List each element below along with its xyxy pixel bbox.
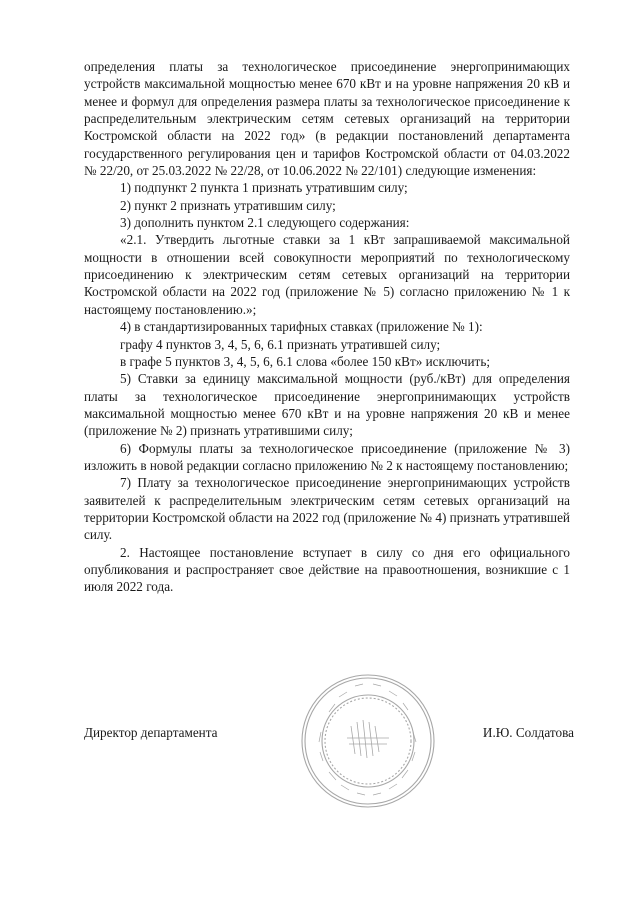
item-3: 3) дополнить пунктом 2.1 следующего содержания: bbox=[120, 215, 410, 231]
item-2: 2) пункт 2 признать утратившим силу; bbox=[120, 197, 336, 213]
item-4-graph-5: в графе 5 пунктов 3, 4, 5, 6, 6.1 слова «более 150 кВт» исключить; bbox=[120, 353, 490, 369]
item-6: 6) Формулы платы за технологическое присоединение (приложение № 3) изложить в новой редакции согласно приложению № 2 к настоящему постановлению; bbox=[84, 440, 570, 473]
item-7: 7) Плату за технологическое присоединение энергопринимающих устройств заявителей к распределительным электрическим сетям сетевых организаций на территории Костромской области на 2022 год (приложение № 4) признать утратившей силу. bbox=[84, 475, 570, 543]
item-4-graph-4: графу 4 пунктов 3, 4, 5, 6, 6.1 признать утратившей силу; bbox=[120, 336, 441, 352]
item-3-quote: «2.1. Утвердить льготные ставки за 1 кВт запрашиваемой максимальной мощности в отношении всей совокупности мероприятий по технологическому присоединению к электрическим сетям сетевых организаций на территории Костромской области на 2022 год (приложение № 5) согласно приложению № 1 к настоящему постановлению.»; bbox=[84, 232, 570, 317]
signature-row bbox=[84, 724, 574, 744]
final-paragraph: 2. Настоящее постановление вступает в силу со дня его официального опубликования и распространяет свое действие на правоотношения, возникшие с 1 июля 2022 года. bbox=[84, 544, 570, 595]
signatory-name: И.Ю. Солдатова bbox=[482, 725, 574, 740]
item-5: 5) Ставки за единицу максимальной мощности (руб./кВт) для определения платы за технологическое присоединение энергопринимающих устройств максимальной мощностью менее 670 кВт и на уровне напряжения 20 кВ и менее (приложение № 2) признать утратившими силу; bbox=[84, 371, 570, 439]
item-4: 4) в стандартизированных тарифных ставках (приложение № 1): bbox=[120, 319, 483, 335]
signatory-title: Директор департамента bbox=[84, 725, 218, 740]
intro-paragraph: определения платы за технологическое присоединение энергопринимающих устройств максимальной мощностью менее 670 кВт и на уровне напряжения 20 кВ и менее и формул для определения размера платы за технологическое присоединение к распределительным электрическим сетям сетевых организаций на территории Костромской области на 2022 год» (в редакции постановлений департамента государственного регулирования цен и тарифов Костромской области от 04.03.2022 № 22/20, от 25.03.2022 № 22/28, от 10.06.2022 № 22/101) следующие изменения: bbox=[84, 59, 570, 179]
document-body bbox=[84, 58, 570, 596]
item-1: 1) подпункт 2 пункта 1 признать утратившим силу; bbox=[120, 180, 408, 196]
